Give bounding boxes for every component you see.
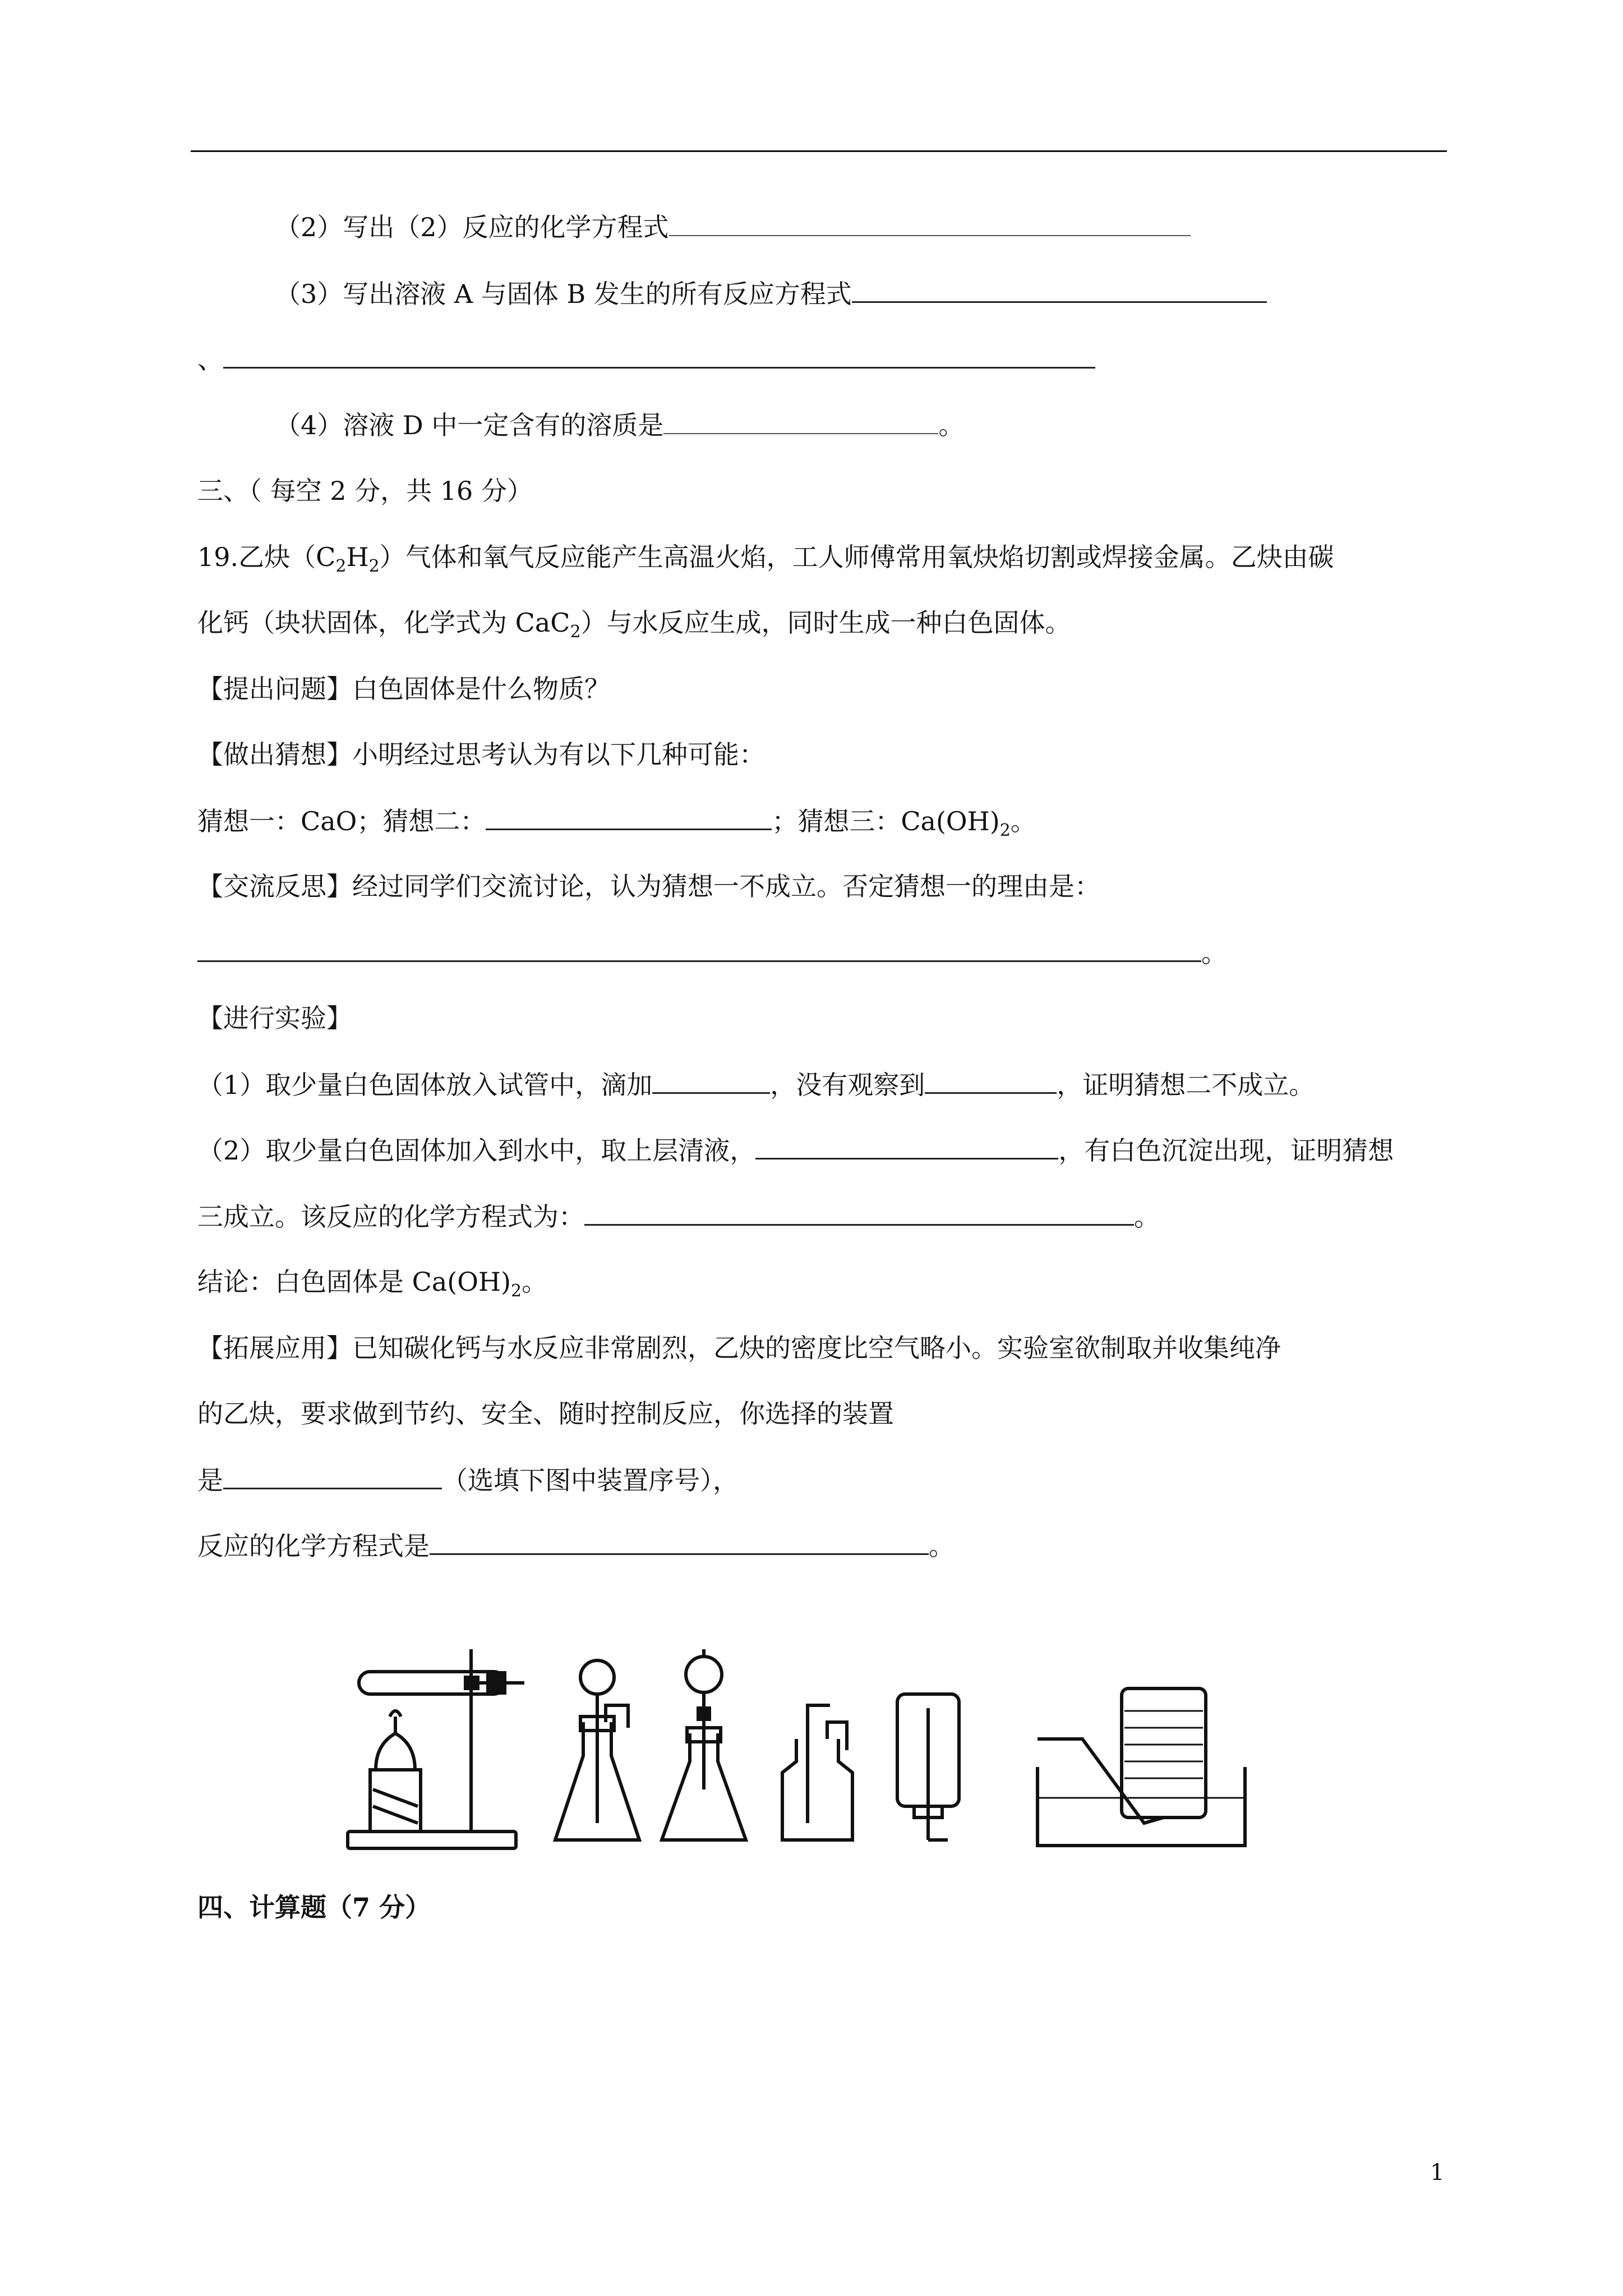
page-number: 1	[1430, 2160, 1445, 2185]
extension-2: 的乙炔，要求做到节约、安全、随时控制反应，你选择的装置	[197, 1398, 894, 1429]
q-line-3-cont: 、	[197, 342, 1095, 376]
guess-list: 猜想一：CaO；猜想二： ；猜想三：$Ca(OH)_2$。	[197, 804, 1036, 848]
answer-blank[interactable]	[755, 1133, 1058, 1159]
conclusion: 结论：白色固体是 $Ca(OH)_2$。	[197, 1267, 548, 1301]
q-line-4: （4）溶液 D 中一定含有的溶质是 。	[275, 408, 964, 442]
answer-blank[interactable]	[925, 1068, 1057, 1094]
answer-blank[interactable]	[223, 342, 1095, 369]
answer-blank[interactable]	[430, 1529, 929, 1555]
reflection-answer: 。	[197, 936, 1227, 970]
answer-blank[interactable]	[486, 804, 772, 830]
header-rule	[191, 150, 1447, 152]
answer-blank[interactable]	[669, 210, 1191, 236]
q19-line-1: 19.乙炔$(C_2H_2)$气体和氧气反应能产生高温火焰，工人师傅常用氧炔焰切割或焊接金属。乙炔由碳	[197, 542, 1334, 577]
experiment-2: （2）取少量白色固体加入到水中，取上层清液， ，有白色沉淀出现，证明猜想	[197, 1133, 1394, 1167]
apparatus-d-gas-bottle	[782, 1705, 852, 1840]
experiment-heading: 【进行实验】	[197, 1003, 352, 1033]
q-line-2: （2）写出（2）反应的化学方程式	[275, 210, 1191, 244]
ask-question: 【提出问题】白色固体是什么物质？	[197, 674, 610, 704]
extension-3: 是 （选填下图中装置序号），	[197, 1463, 739, 1497]
answer-blank[interactable]	[852, 277, 1267, 303]
answer-blank[interactable]	[223, 1463, 442, 1489]
apparatus-figure	[336, 1638, 1256, 1862]
section-4-heading: 四、计算题（7 分）	[197, 1892, 431, 1922]
answer-blank[interactable]	[197, 936, 1201, 962]
answer-blank[interactable]	[652, 1068, 770, 1094]
section-3-heading: 三、（ 每空 2 分，共 16 分）	[197, 476, 533, 506]
apparatus-f-water-trough	[1038, 1688, 1245, 1846]
answer-blank[interactable]	[663, 408, 938, 434]
answer-blank[interactable]	[584, 1199, 1134, 1226]
make-guess: 【做出猜想】小明经过思考认为有以下几种可能：	[197, 739, 765, 770]
apparatus-b-flask-funnel	[555, 1660, 639, 1840]
apparatus-c-separatory-funnel	[662, 1649, 746, 1840]
experiment-1: （1）取少量白色固体放入试管中，滴加 ，没有观察到 ，证明猜想二不成立。	[197, 1068, 1315, 1102]
q-line-3: （3）写出溶液 A 与固体 B 发生的所有反应方程式	[275, 277, 1267, 311]
q19-line-2: 化钙（块状固体，化学式为 CaC$_2$）与水反应生成，同时生成一种白色固体。	[197, 608, 1071, 642]
apparatus-e-inverted-bottle	[897, 1694, 959, 1840]
experiment-2-cont: 三成立。该反应的化学方程式为： 。	[197, 1199, 1160, 1234]
apparatus-a-heating-setup	[348, 1649, 524, 1848]
extension-4: 反应的化学方程式是 。	[197, 1529, 955, 1563]
extension-1: 【拓展应用】已知碳化钙与水反应非常剧烈，乙炔的密度比空气略小。实验室欲制取并收集纯净	[197, 1333, 1281, 1363]
reflection: 【交流反思】经过同学们交流讨论，认为猜想一不成立。否定猜想一的理由是：	[197, 871, 1100, 901]
